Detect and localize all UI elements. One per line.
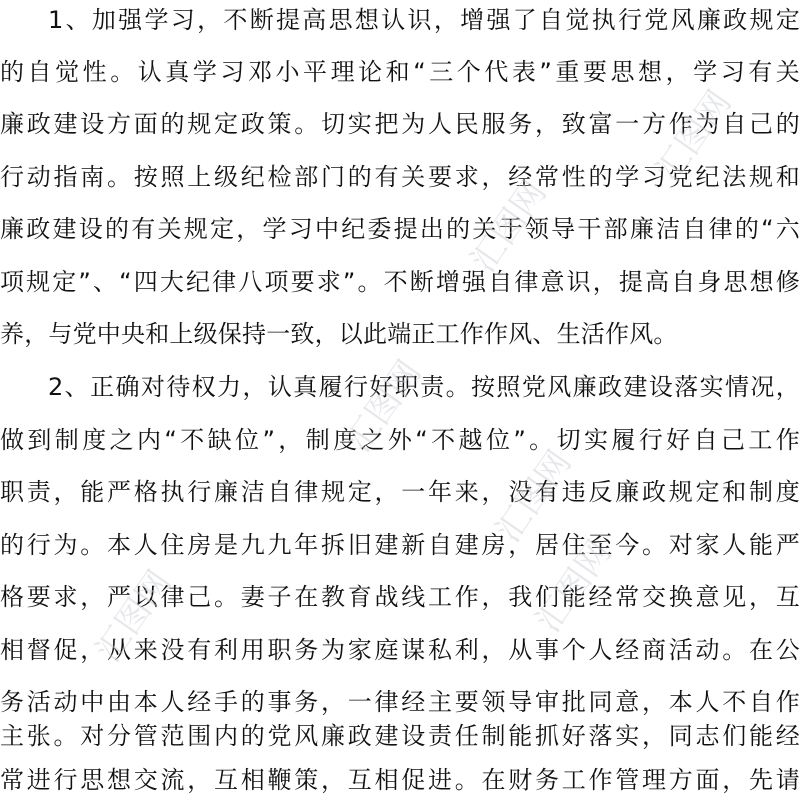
paragraph-1-line-7: 养，与党中央和上级保持一致，以此端正工作作风、生活作风。 bbox=[0, 320, 678, 348]
paragraph-1-line-2: 的自觉性。认真学习邓小平理论和“三个代表”重要思想，学习有关 bbox=[0, 58, 800, 86]
watermark: 汇图网 bbox=[338, 353, 430, 460]
paragraph-2-line-4: 的行为。本人住房是九九年拆旧建新自建房，居住至今。对家人能严 bbox=[0, 531, 800, 559]
paragraph-2-line-9: 常进行思想交流，互相鞭策，互相促进。在财务工作管理方面，先请 bbox=[0, 766, 800, 794]
paragraph-2-line-6: 相督促，从来没有利用职务为家庭谋私利，从事个人经商活动。在公 bbox=[0, 636, 800, 664]
watermark: 汇图网 bbox=[528, 533, 620, 640]
paragraph-1-line-4: 行动指南。按照上级纪检部门的有关要求，经常性的学习党纪法规和 bbox=[0, 163, 800, 191]
paragraph-2-line-5: 格要求，严以律己。妻子在教育战线工作，我们能经常交换意见，互 bbox=[0, 583, 800, 611]
paragraph-2-line-2: 做到制度之内“不缺位”，制度之外“不越位”。切实履行好自己工作 bbox=[0, 426, 800, 454]
paragraph-1-line-6: 项规定”、“四大纪律八项要求”。不断增强自律意识，提高自身思想修 bbox=[0, 268, 800, 296]
paragraph-1-line-1: 1、加强学习，不断提高思想认识，增强了自觉执行党风廉政规定 bbox=[48, 6, 800, 34]
watermark: 汇图网 bbox=[488, 443, 580, 550]
paragraph-2-line-8: 主张。对分管范围内的党风廉政建设责任制能抓好落实，同志们能经 bbox=[0, 722, 800, 750]
watermark: 汇图网 bbox=[463, 173, 555, 280]
watermark: 汇图网 bbox=[88, 563, 180, 670]
paragraph-2-line-3: 职责，能严格执行廉洁自律规定，一年来，没有违反廉政规定和制度 bbox=[0, 478, 800, 506]
watermark: 汇图网 bbox=[648, 83, 740, 190]
paragraph-1-line-5: 廉政建设的有关规定，学习中纪委提出的关于领导干部廉洁自律的“六 bbox=[0, 215, 800, 243]
paragraph-2-line-1: 2、正确对待权力，认真履行好职责。按照党风廉政建设落实情况， bbox=[48, 373, 800, 401]
paragraph-1-line-3: 廉政建设方面的规定政策。切实把为人民服务，致富一方作为自己的 bbox=[0, 110, 800, 138]
paragraph-2-line-7: 务活动中由本人经手的事务，一律经主要领导审批同意，本人不自作 bbox=[0, 688, 800, 716]
